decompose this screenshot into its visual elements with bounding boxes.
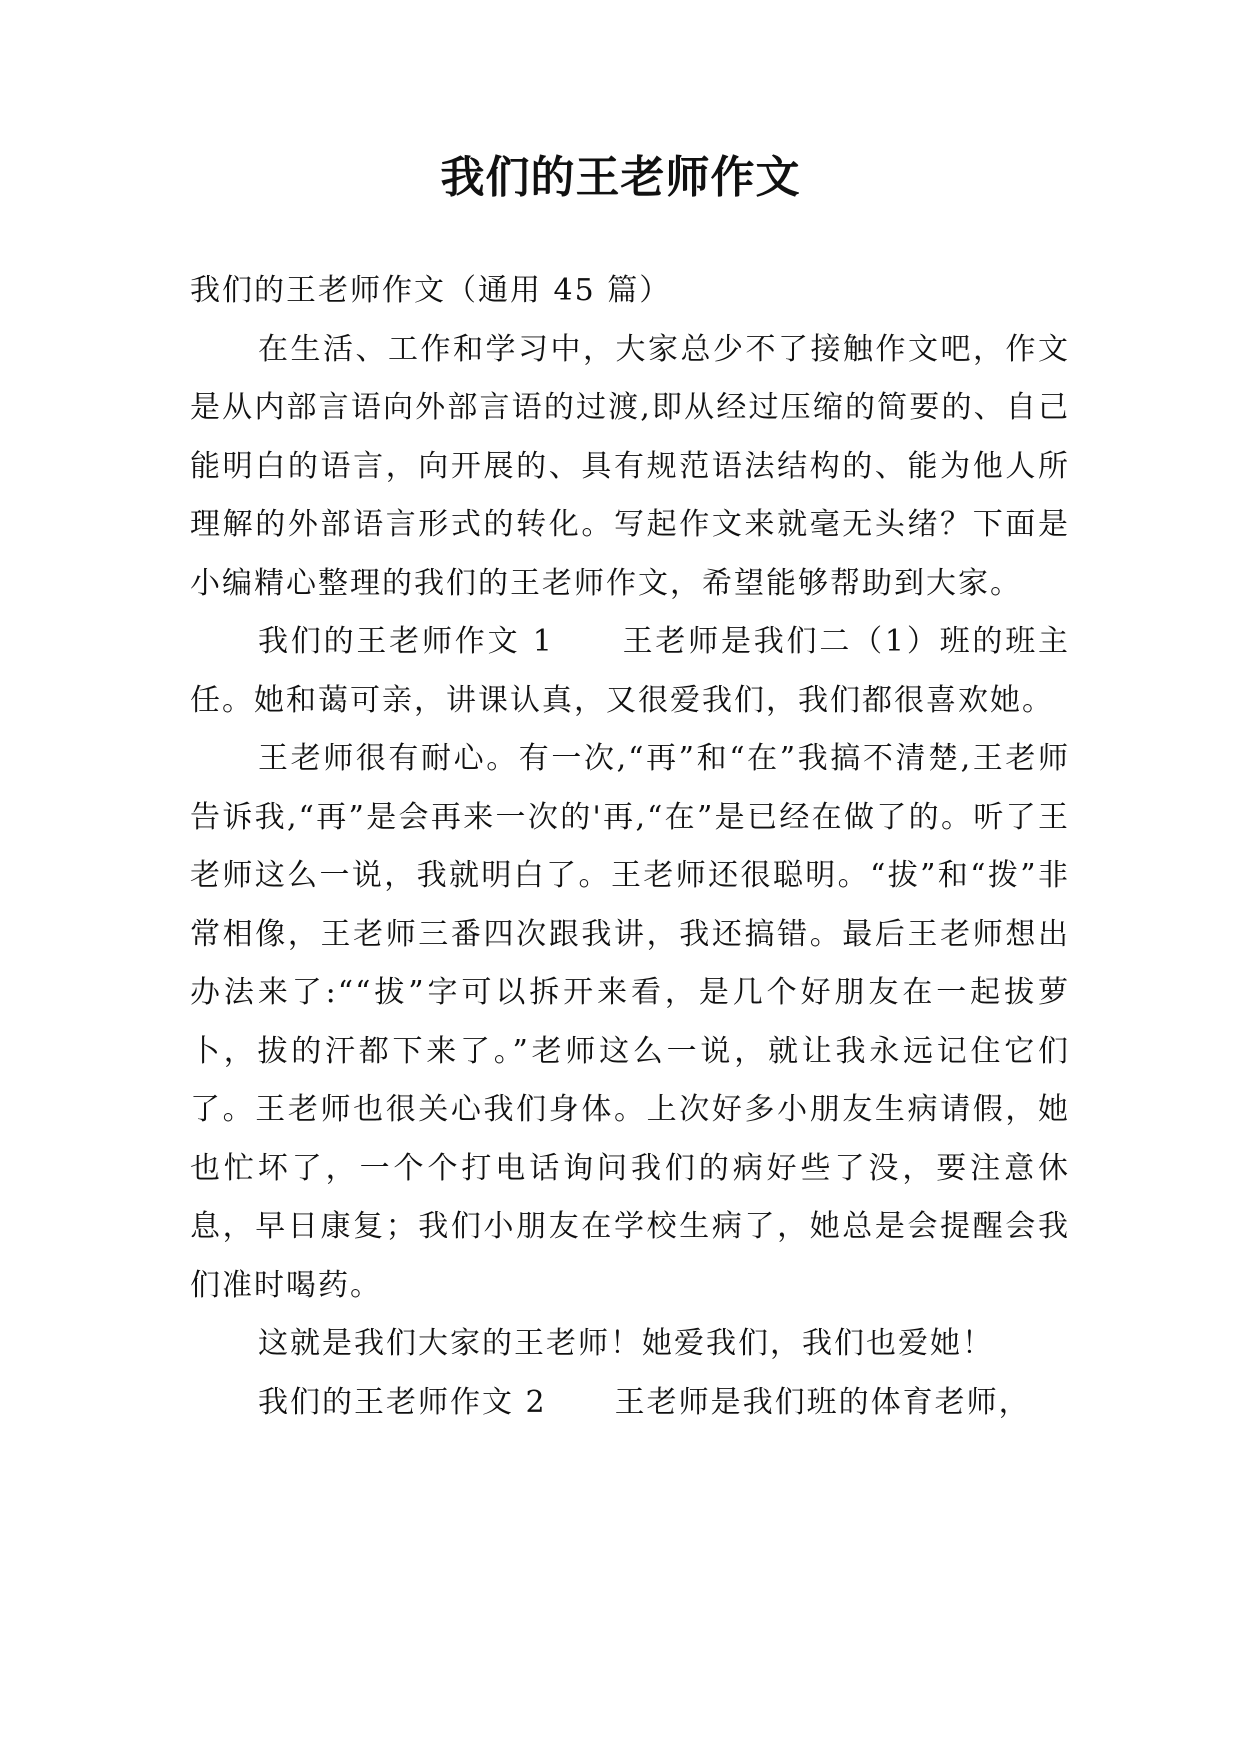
document-body — [190, 262, 1070, 1432]
essay-1-paragraph-2: 王老师很有耐心。有一次,“再”和“在”我搞不清楚,王老师告诉我,“再”是会再来一次的'再,“在”是已经在做了的。听了王老师这么一说，我就明白了。王老师还很聪明。“拔”和“拨”非常相像，王老师三番四次跟我讲，我还搞错。最后王老师想出办法来了:““拔”字可以拆开来看，是几个好朋友在一起拔萝卜，拔的汗都下来了。”老师这么一说，就让我永远记住它们了。王老师也很关心我们身体。上次好多小朋友生病请假，她也忙坏了，一个个打电话询问我们的病好些了没，要注意休息，早日康复；我们小朋友在学校生病了，她总是会提醒会我们准时喝药。 — [190, 741, 1070, 1303]
essay-1-opening — [190, 613, 1070, 730]
document-subtitle: 我们的王老师作文（通用 45 篇） — [190, 273, 672, 308]
essay-1-paragraph-3: 这就是我们大家的王老师！她爱我们，我们也爱她！ — [258, 1326, 994, 1361]
essay-2-opening — [190, 1374, 1070, 1433]
essay-1-paragraph-1: 王老师是我们二（1）班的班主任。她和蔼可亲，讲课认真，又很爱我们，我们都很喜欢她。 — [190, 624, 1070, 718]
essay-2-heading: 我们的王老师作文 2 — [258, 1384, 547, 1420]
essay-1-heading: 我们的王老师作文 1 — [258, 624, 554, 659]
intro-paragraph: 在生活、工作和学习中，大家总少不了接触作文吧，作文是从内部言语向外部言语的过渡,即从经过压缩的简要的、自己能明白的语言，向开展的、具有规范语法结构的、能为他人所理解的外部语言形式的转化。写起作文来就毫无头绪？下面是小编精心整理的我们的王老师作文，希望能够帮助到大家。 — [190, 331, 1070, 601]
essay-2-paragraph-1: 王老师是我们班的体育老师， — [614, 1384, 1031, 1420]
document-title: 我们的王老师作文 — [440, 152, 801, 203]
